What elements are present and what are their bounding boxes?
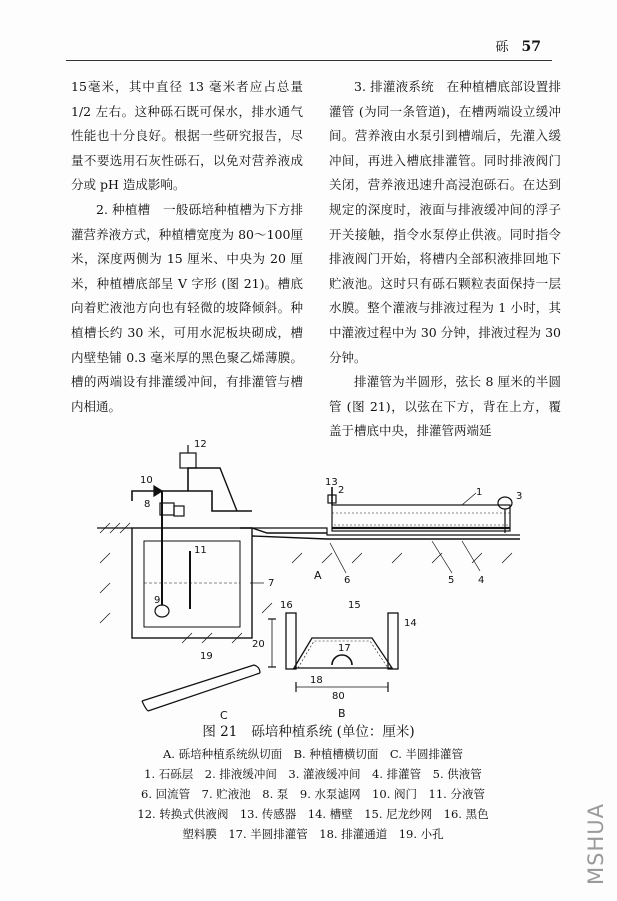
header-section: 砾: [495, 40, 512, 55]
label-9: 9: [154, 595, 161, 606]
paragraph: 15毫米，其中直径 13 毫米者应占总量 1/2 左右。这种砾石既可保水，排水通气性能也十分良好。根据一些研究报告，尽量不要选用石灰性砾石，以免对营养液成分或 pH 造成影响。: [71, 79, 303, 193]
figure-legend: [118, 744, 508, 844]
label-10: 10: [140, 475, 153, 486]
figure-21-diagram: [92, 433, 532, 723]
label-17: 17: [338, 643, 351, 654]
legend-line: 6. 回流管 7. 贮液池 8. 泵 9. 水泵滤网 10. 阀门 11. 分液管: [141, 787, 485, 801]
label-19: 19: [200, 651, 213, 662]
figure-number: 图 21: [202, 724, 238, 740]
label-11: 11: [194, 545, 207, 556]
label-6: 6: [344, 575, 351, 586]
watermark: MSHUA: [584, 803, 608, 885]
legend-line: A. 砾培种植系统纵切面 B. 种植槽横切面 C. 半圆排灌管: [162, 747, 464, 761]
page-number: 57: [521, 39, 541, 55]
legend-line: 塑料膜 17. 半圆排灌管 18. 排灌通道 19. 小孔: [182, 827, 444, 841]
label-16: 16: [280, 600, 293, 611]
paragraph: 2. 种植槽 一般砾培种植槽为下方排灌营养液方式，种植槽宽度为 80～100厘米，深度两侧为 15 厘米、中央为 20 厘米，种植槽底部呈 V 字形 (图 21)。槽底向着贮液池方向也有轻微的坡降倾斜。种植槽长约 30 米，可用水泥板块砌成，槽内壁垫铺 0.3 毫米厚的黑色聚乙烯薄膜。槽的两端设有排灌缓冲间，有排灌管与槽内相通。: [71, 201, 303, 414]
label-8: 8: [144, 499, 151, 510]
paragraph: 3. 排灌液系统 在种植槽底部设置排灌管 (为同一条管道)，在槽两端设立缓冲间。营养液由水泵引到槽端后，先灌入缓冲间，再进入槽底排灌管。同时排液阀门关闭，营养液迅速升高浸泡砾石。在达到规定的深度时，液面与排液缓冲间的浮子开关接触，指令水泵停止供液。同时指令排液阀门开始，将槽内全部积液排回地下贮液池。这时只有砾石颗粒表面保持一层水膜。整个灌液与排液过程为 1 小时，其中灌液过程中为 30 分钟，排液过程为 30 分钟。: [329, 79, 561, 365]
label-13: 13: [325, 477, 338, 488]
label-4: 4: [478, 575, 485, 586]
part-label-a: A: [314, 569, 322, 582]
legend-line: 1. 石砾层 2. 排液缓冲间 3. 灌液缓冲间 4. 排灌管 5. 供液管: [144, 767, 482, 781]
label-14: 14: [404, 618, 417, 629]
label-15: 15: [348, 600, 361, 611]
label-18: 18: [310, 675, 323, 686]
label-1: 1: [476, 487, 483, 498]
label-5: 5: [448, 575, 455, 586]
dimension-depth: 20: [252, 639, 265, 650]
label-12: 12: [194, 439, 207, 450]
part-label-b: B: [338, 707, 346, 720]
label-7: 7: [268, 578, 275, 589]
header-rule: [66, 60, 552, 61]
part-label-c: C: [220, 709, 228, 722]
label-3: 3: [516, 491, 523, 502]
running-header: [496, 36, 542, 55]
figure-caption: [0, 720, 617, 740]
legend-line: 12. 转换式供液阀 13. 传感器 14. 槽壁 15. 尼龙纱网 16. 黑色: [137, 807, 489, 821]
left-column: [71, 75, 303, 419]
paragraph: 排灌管为半圆形，弦长 8 厘米的半圆管 (图 21)，以弦在下方，背在上方，覆盖于槽底中央，排灌管两端延: [329, 374, 561, 439]
right-column: [329, 75, 561, 444]
dimension-width: 80: [332, 691, 345, 702]
label-2: 2: [338, 485, 345, 496]
figure-title: 砾培种植系统 (单位：厘米): [251, 724, 415, 740]
